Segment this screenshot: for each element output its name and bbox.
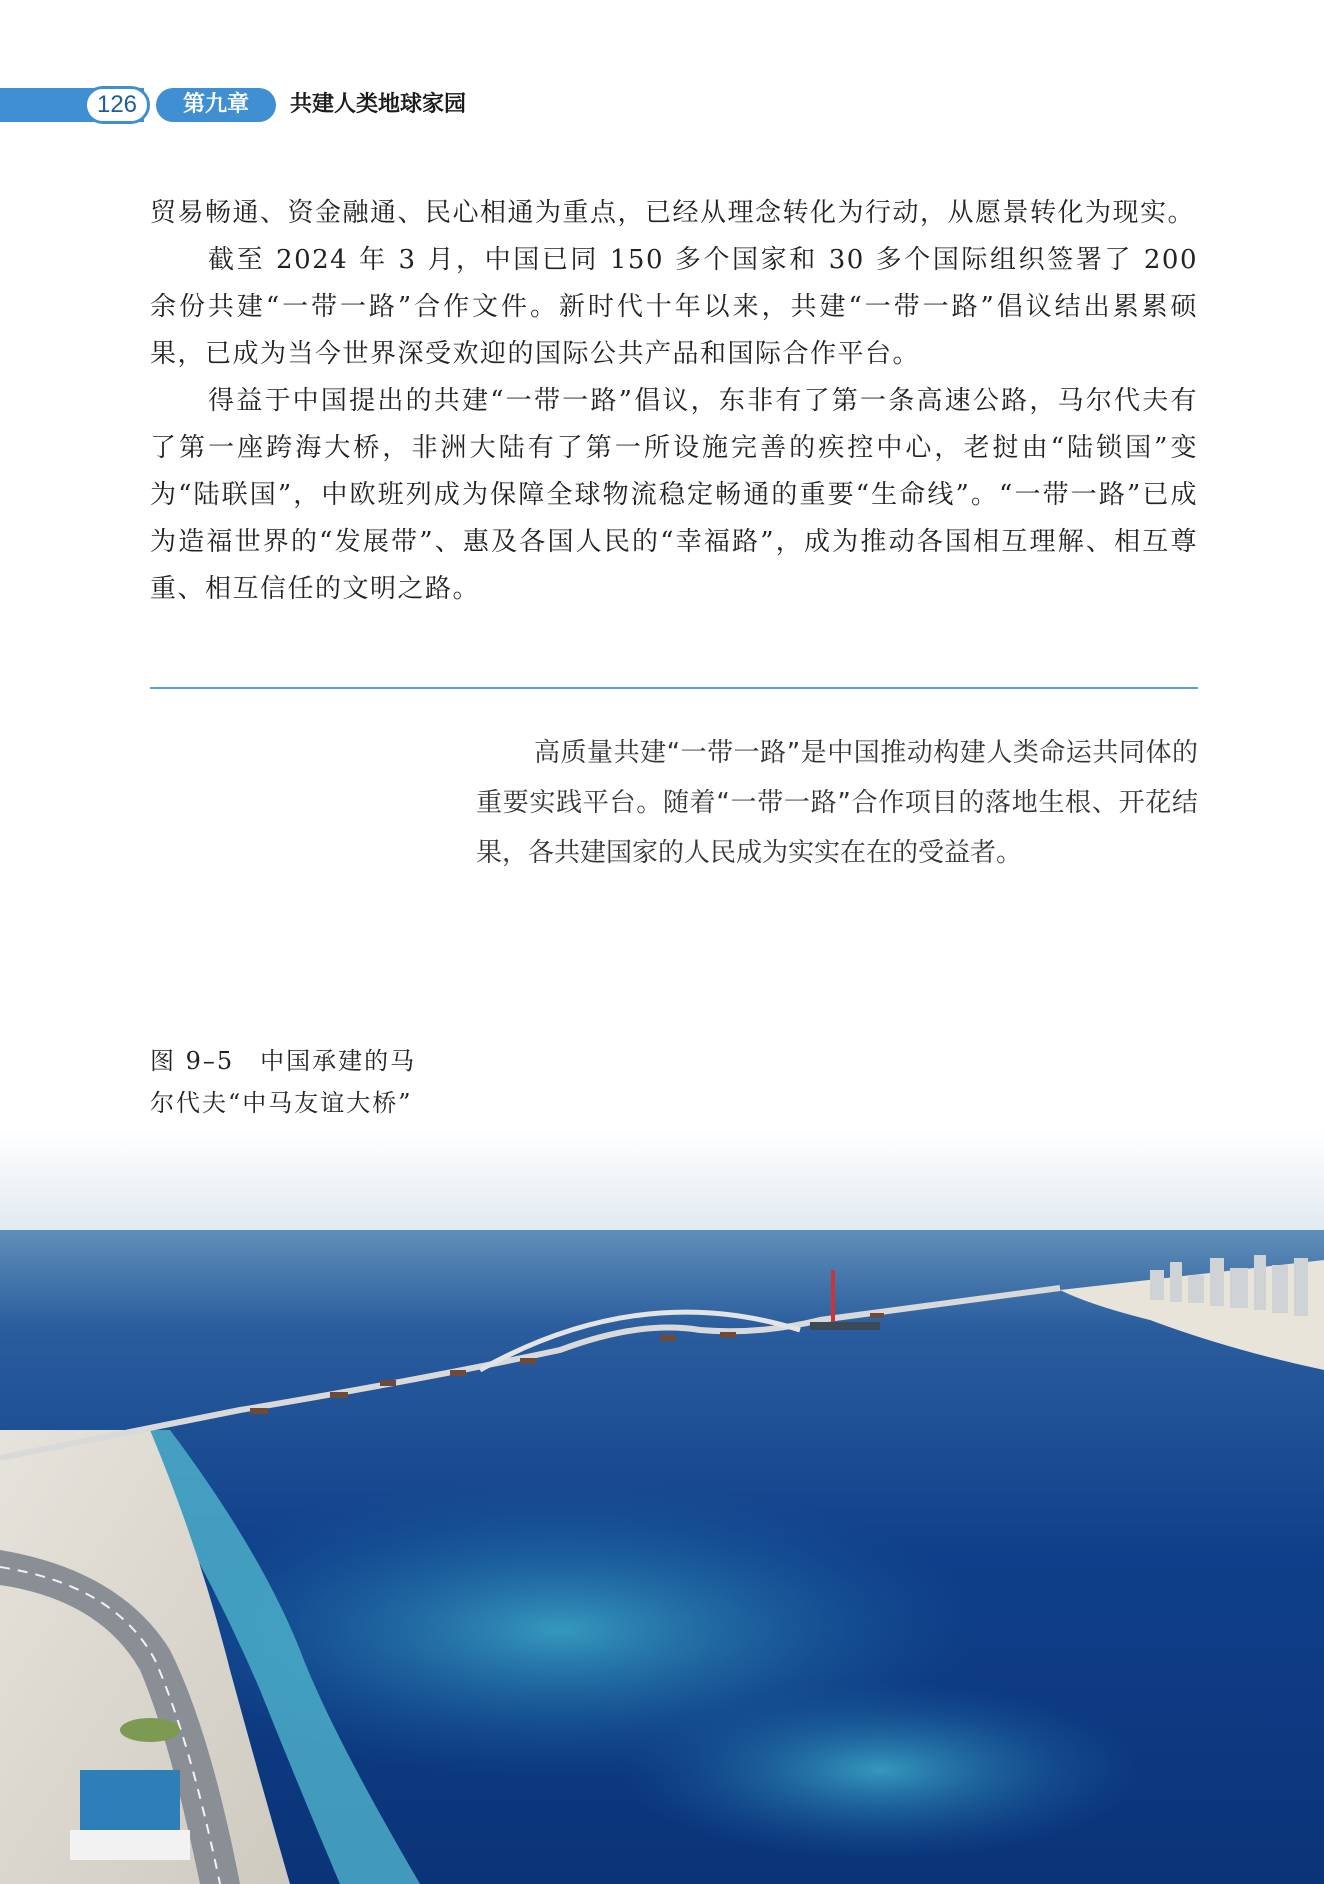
building-base bbox=[70, 1830, 190, 1860]
building-roof bbox=[80, 1770, 180, 1830]
reef-water-2 bbox=[620, 1680, 1140, 1860]
caption-line-2: 尔代夫“中马友谊大桥” bbox=[150, 1089, 413, 1117]
vegetation bbox=[120, 1718, 180, 1742]
paragraph-2: 截至 2024 年 3 月，中国已同 150 多个国家和 30 多个国际组织签署了 200 余份共建“一带一路”合作文件。新时代十年以来，共建“一带一路”倡议结出累累硕果，已成为当今世界深受欢迎的国际公共产品和国际合作平台。 bbox=[150, 245, 1198, 369]
barge bbox=[810, 1322, 880, 1330]
bridge-photo bbox=[0, 1130, 1324, 1884]
paragraph-3: 得益于中国提出的共建“一带一路”倡议，东非有了第一条高速公路，马尔代夫有了第一座跨海大桥，非洲大陆有了第一所设施完善的疾控中心，老挝由“陆锁国”变为“陆联国”，中欧班列成为保障全球物流稳定畅通的重要“生命线”。“一带一路”已成为造福世界的“发展带”、惠及各国人民的“幸福路”，成为推动各国相互理解、相互尊重、相互信任的文明之路。 bbox=[150, 386, 1198, 604]
page-number: 126 bbox=[84, 86, 150, 124]
section-divider bbox=[150, 687, 1198, 689]
figure-caption bbox=[150, 1040, 450, 1124]
sky bbox=[0, 1130, 1324, 1240]
chapter-title: 共建人类地球家园 bbox=[290, 92, 467, 117]
caption-line-1: 图 9–5 中国承建的马 bbox=[150, 1047, 417, 1075]
chapter-badge: 第九章 bbox=[156, 88, 276, 122]
body-text bbox=[150, 190, 1198, 613]
highlight-quote: 高质量共建“一带一路”是中国推动构建人类命运共同体的重要实践平台。随着“一带一路”合作项目的落地生根、开花结果，各共建国家的人民成为实实在在的受益者。 bbox=[476, 738, 1198, 868]
paragraph-1: 贸易畅通、资金融通、民心相通为重点，已经从理念转化为行动，从愿景转化为现实。 bbox=[150, 198, 1196, 228]
